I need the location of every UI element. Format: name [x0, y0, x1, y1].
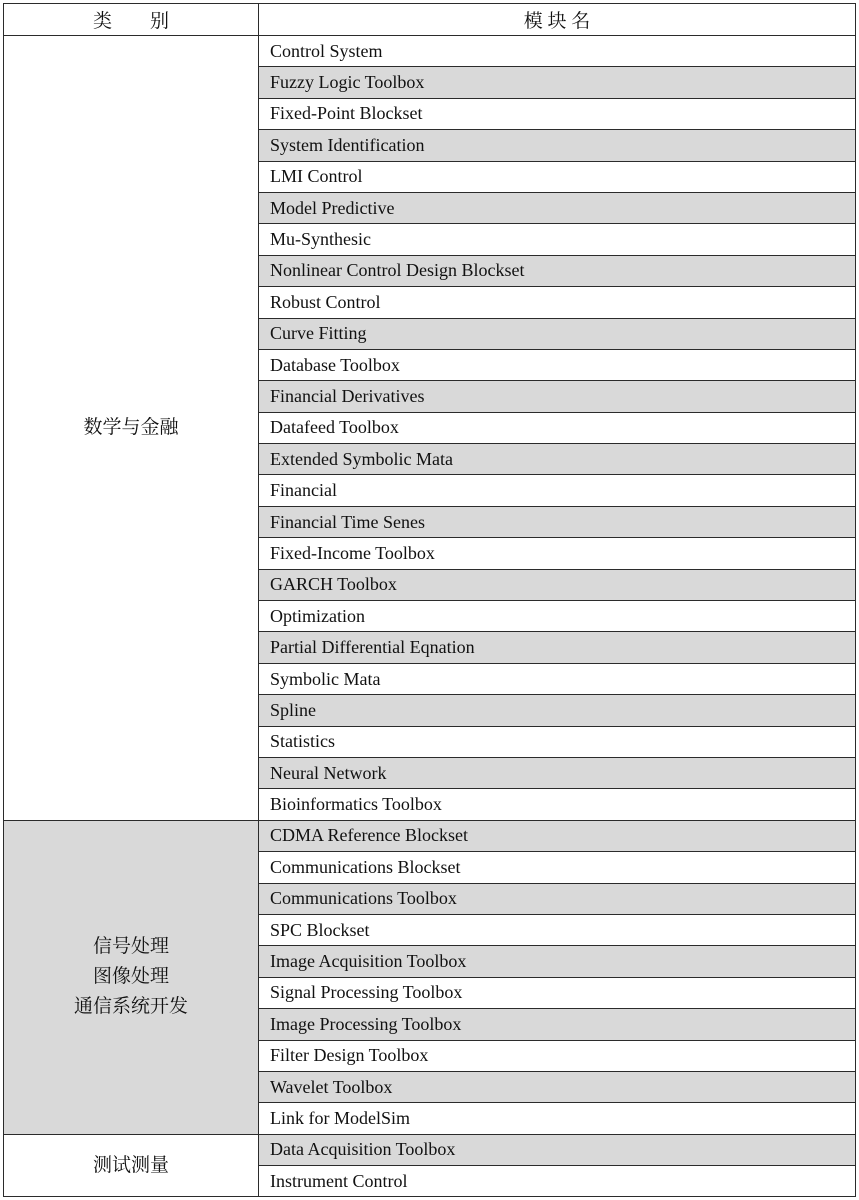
table-row: [4, 1134, 856, 1165]
module-name-cell: Nonlinear Control Design Blockset: [259, 255, 856, 286]
module-name-cell: System Identification: [259, 130, 856, 161]
module-name-cell: Communications Blockset: [259, 852, 856, 883]
module-name-cell: Database Toolbox: [259, 349, 856, 380]
category-cell: [4, 1134, 259, 1197]
category-cell: [4, 36, 259, 821]
module-name-cell: Fuzzy Logic Toolbox: [259, 67, 856, 98]
category-label: 图像处理: [92, 966, 169, 988]
module-name-cell: Model Predictive: [259, 192, 856, 223]
module-name-cell: Optimization: [259, 601, 856, 632]
module-name-cell: Data Acquisition Toolbox: [259, 1134, 856, 1165]
module-name-cell: Datafeed Toolbox: [259, 412, 856, 443]
category-label: 通信系统开发: [73, 996, 188, 1018]
module-name-cell: Financial Time Senes: [259, 506, 856, 537]
module-name-cell: Wavelet Toolbox: [259, 1071, 856, 1102]
module-name-cell: Fixed-Income Toolbox: [259, 538, 856, 569]
category-label: 信号处理: [92, 936, 169, 958]
toolbox-table: [3, 3, 856, 1197]
category-cell: [4, 820, 259, 1134]
module-name-cell: GARCH Toolbox: [259, 569, 856, 600]
module-name-cell: Instrument Control: [259, 1166, 856, 1197]
module-name-cell: Spline: [259, 695, 856, 726]
module-name-cell: Financial: [259, 475, 856, 506]
header-row: [4, 4, 856, 36]
module-name-cell: Curve Fitting: [259, 318, 856, 349]
table-row: [4, 36, 856, 67]
module-name-cell: LMI Control: [259, 161, 856, 192]
module-name-cell: Filter Design Toolbox: [259, 1040, 856, 1071]
module-name-cell: Image Processing Toolbox: [259, 1009, 856, 1040]
module-name-cell: Statistics: [259, 726, 856, 757]
module-name-cell: Control System: [259, 36, 856, 67]
module-name-cell: Communications Toolbox: [259, 883, 856, 914]
module-name-cell: Symbolic Mata: [259, 663, 856, 694]
category-label: 数学与金融: [83, 416, 179, 438]
module-name-cell: SPC Blockset: [259, 914, 856, 945]
module-name-cell: Robust Control: [259, 287, 856, 318]
module-name-cell: Partial Differential Eqnation: [259, 632, 856, 663]
module-name-cell: CDMA Reference Blockset: [259, 820, 856, 851]
table-row: [4, 820, 856, 851]
module-name-cell: Signal Processing Toolbox: [259, 977, 856, 1008]
module-name-cell: Neural Network: [259, 757, 856, 788]
header-category: 类 别: [4, 4, 259, 36]
module-name-cell: Mu-Synthesic: [259, 224, 856, 255]
module-name-cell: Extended Symbolic Mata: [259, 444, 856, 475]
header-module-name: 模 块 名: [259, 4, 856, 36]
table-body: [4, 36, 856, 1197]
category-label: 测试测量: [92, 1154, 169, 1176]
module-name-cell: Bioinformatics Toolbox: [259, 789, 856, 820]
module-name-cell: Link for ModelSim: [259, 1103, 856, 1134]
module-name-cell: Image Acquisition Toolbox: [259, 946, 856, 977]
module-name-cell: Financial Derivatives: [259, 381, 856, 412]
module-name-cell: Fixed-Point Blockset: [259, 98, 856, 129]
